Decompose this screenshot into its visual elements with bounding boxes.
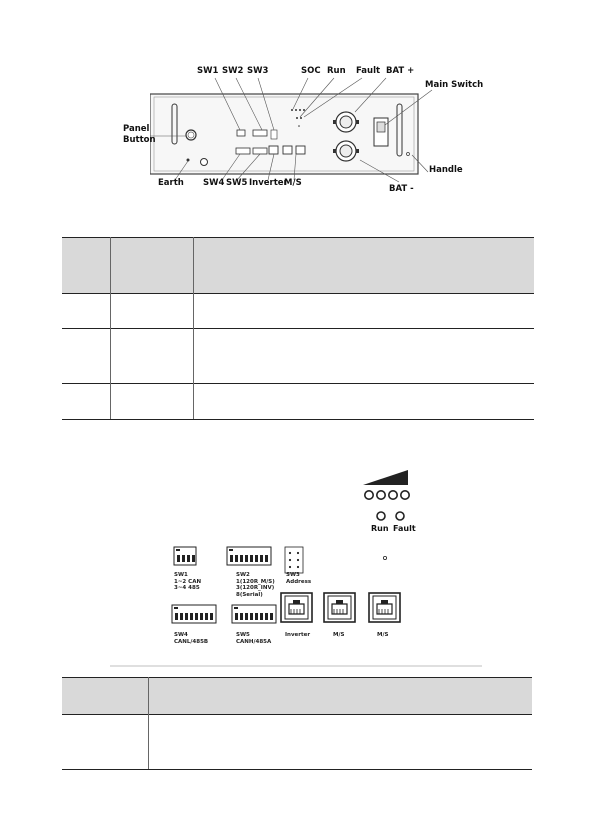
label-fault: Fault — [356, 66, 381, 76]
label-sw1-detail: SW1 1~2 CAN 3~4 485 — [174, 572, 202, 591]
label-fault-led: Fault — [393, 524, 416, 533]
label-soc: SOC — [301, 66, 321, 76]
table-1-row-divider — [62, 328, 534, 329]
table-1-header-row — [62, 237, 534, 293]
port-ms-2 — [369, 593, 400, 622]
table-2-row-divider — [62, 714, 532, 715]
label-ms-port-1: M/S — [333, 632, 345, 638]
label-run: Run — [327, 66, 346, 76]
interface-detail-drawing — [110, 462, 490, 672]
table-1-column-divider — [110, 237, 111, 419]
table-2-bottom-rule — [62, 769, 532, 770]
table-2-column-divider — [148, 677, 149, 769]
table-1-top-rule — [62, 237, 534, 238]
label-sw5-detail: SW5 CANH/485A — [236, 632, 272, 645]
table-2-header-row — [62, 677, 532, 714]
label-sw3: SW3 — [247, 66, 269, 76]
label-sw4-detail: SW4 CANL/485B — [174, 632, 209, 645]
label-inverter: Inverter — [249, 178, 288, 188]
label-panel-button: Panel Button — [123, 124, 156, 145]
table-2-top-rule — [62, 677, 532, 678]
table-1-bottom-rule — [62, 419, 534, 420]
table-1-column-divider — [193, 237, 194, 419]
label-sw2: SW2 — [222, 66, 244, 76]
label-sw5: SW5 — [226, 178, 248, 188]
table-1-row-divider — [62, 293, 534, 294]
label-inverter-port: Inverter — [285, 632, 311, 638]
label-sw3-detail: SW3 Address — [286, 572, 312, 585]
label-ms: M/S — [284, 178, 302, 188]
port-inverter — [281, 593, 312, 622]
port-ms-1 — [324, 593, 355, 622]
label-bat-plus: BAT + — [386, 66, 415, 76]
label-handle: Handle — [429, 165, 463, 175]
label-sw4: SW4 — [203, 178, 225, 188]
label-sw2-detail: SW2 1(120R_M/S) 3(120R_INV) 8(Serial) — [236, 572, 275, 598]
label-run-led: Run — [371, 524, 389, 533]
label-sw1: SW1 — [197, 66, 219, 76]
table-1-row-divider — [62, 383, 534, 384]
label-main-switch: Main Switch — [425, 80, 484, 90]
label-earth: Earth — [158, 178, 184, 188]
label-ms-port-2: M/S — [377, 632, 389, 638]
label-bat-minus: BAT - — [389, 184, 414, 194]
